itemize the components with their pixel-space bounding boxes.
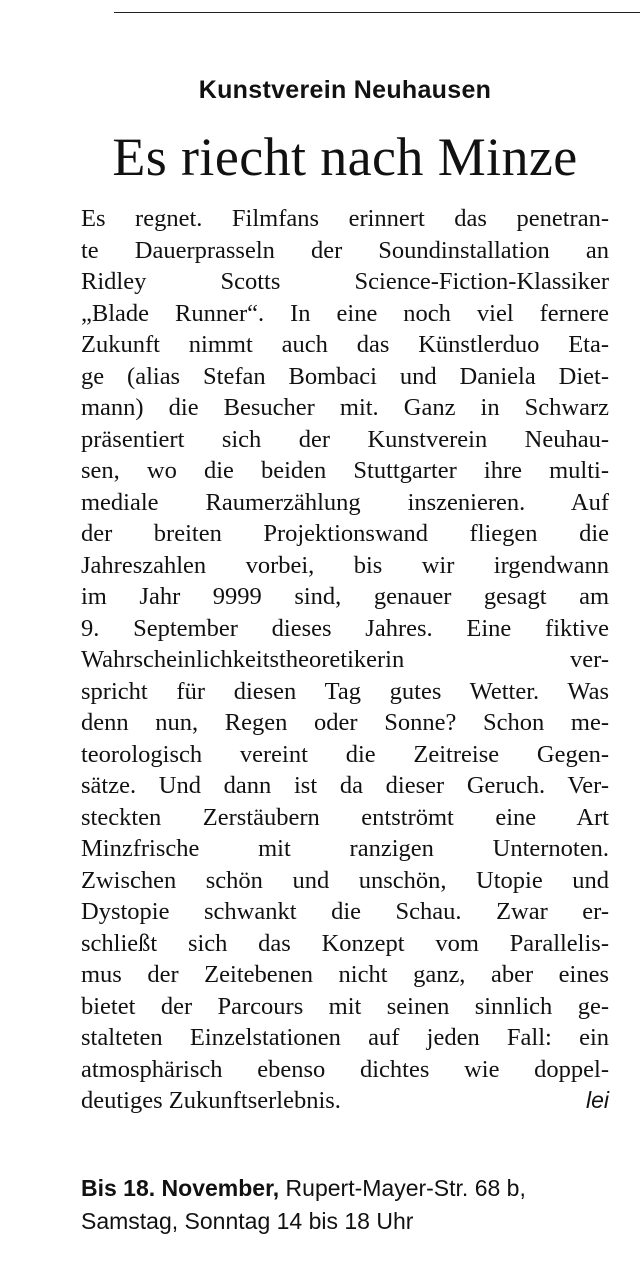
body-line: „Blade Runner“. In eine noch viel fernere [81,299,609,327]
body-line: bietet der Parcours mit seinen sinnlich ge- [81,992,609,1020]
body-line: mann) die Besucher mit. Ganz in Schwarz [81,394,609,421]
body-line: Minzfrische mit ranzigen Unternoten. [81,835,609,862]
body-line: spricht für diesen Tag gutes Wetter. Was [81,677,609,705]
body-line: teorologisch vereint die Zeitreise Gegen- [81,740,609,768]
body-line: denn nun, Regen oder Sonne? Schon me- [81,709,609,736]
body-line: sätze. Und dann ist da dieser Geruch. Ver- [81,772,609,799]
body-line: te Dauerprasseln der Soundinstallation an [81,236,609,264]
body-line: Jahreszahlen vorbei, bis wir irgendwann [81,551,609,579]
author-initials: lei [585,1087,609,1113]
body-line: 9. September dieses Jahres. Eine fiktive [81,614,609,642]
body-line: deutiges Zukunftserlebnis. [81,1087,341,1114]
event-hours: Samstag, Sonntag 14 bis 18 Uhr [81,1208,414,1234]
body-line: Es regnet. Filmfans erinnert das penetran- [81,205,609,232]
article-body [81,203,609,1117]
body-line: ge (alias Stefan Bombaci und Daniela Diet- [81,362,609,390]
body-line: schließt sich das Konzept vom Parallelis- [81,929,609,957]
body-line: Wahrscheinlichkeitstheoretikerin ver- [81,646,609,673]
event-address: Rupert-Mayer-Str. 68 b, [279,1175,526,1201]
body-line: mus der Zeitebenen nicht ganz, aber eines [81,961,609,988]
body-line: der breiten Projektionswand fliegen die [81,520,609,547]
article-headline: Es riecht nach Minze [112,127,578,187]
event-dates-address [81,1172,621,1205]
top-rule [114,12,640,13]
body-line: steckten Zerstäubern entströmt eine Art [81,803,609,831]
body-line: atmosphärisch ebenso dichtes wie doppel- [81,1055,609,1083]
event-info [81,1172,621,1238]
body-line: Zwischen schön und unschön, Utopie und [81,866,609,894]
body-line: mediale Raumerzählung inszenieren. Auf [81,488,609,516]
body-line: Ridley Scotts Science-Fiction-Klassiker [81,268,609,295]
body-line: Dystopie schwankt die Schau. Zwar er- [81,898,609,925]
body-line: sen, wo die beiden Stuttgarter ihre multi- [81,457,609,484]
body-last-line [81,1085,609,1117]
body-line: im Jahr 9999 sind, genauer gesagt am [81,583,609,610]
body-line: Zukunft nimmt auch das Künstlerduo Eta- [81,331,609,358]
body-line: stalteten Einzelstationen auf jeden Fall: ein [81,1024,609,1051]
event-dates: Bis 18. November, [81,1175,280,1201]
body-line: präsentiert sich der Kunstverein Neuhau- [81,425,609,453]
article-kicker: Kunstverein Neuhausen [198,76,492,104]
